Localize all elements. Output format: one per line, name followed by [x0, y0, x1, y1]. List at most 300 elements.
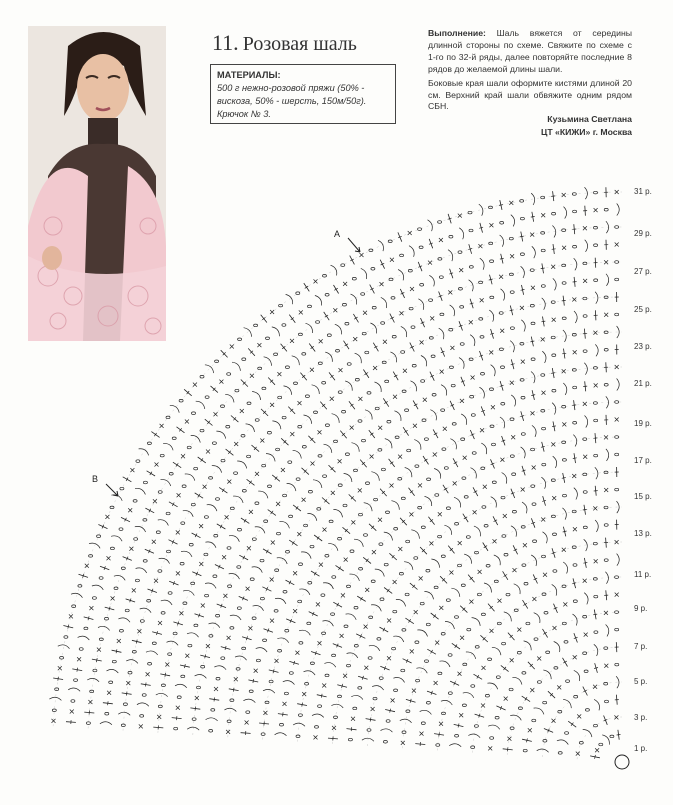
single-crochet — [500, 458, 504, 462]
chain-stitch — [599, 743, 603, 746]
chain-stitch — [421, 526, 425, 529]
chain-stitch — [256, 659, 260, 662]
chain-stitch — [604, 208, 608, 211]
chain-stitch — [236, 668, 240, 671]
chain-stitch — [426, 569, 430, 572]
single-crochet — [344, 558, 348, 562]
chain-stitch — [192, 718, 196, 721]
chain-stitch — [594, 454, 598, 457]
chain-arc — [502, 473, 507, 484]
chain-stitch — [201, 665, 205, 668]
chain-arc — [421, 356, 427, 367]
chain-stitch — [522, 564, 526, 567]
chain-arc — [161, 600, 172, 605]
chain-stitch — [475, 646, 479, 649]
chain-stitch — [421, 722, 425, 725]
stitch-tick — [583, 563, 587, 564]
single-crochet — [255, 472, 259, 476]
chain-stitch — [355, 378, 359, 381]
chain-stitch — [227, 373, 231, 376]
chain-stitch — [358, 687, 362, 690]
chain-arc — [301, 552, 311, 559]
single-crochet — [413, 424, 417, 428]
chain-stitch — [214, 534, 218, 537]
chain-stitch — [420, 284, 424, 287]
chain-stitch — [147, 442, 151, 445]
single-crochet — [469, 600, 473, 604]
chain-arc — [381, 729, 393, 732]
single-crochet — [378, 426, 382, 430]
chain-stitch — [325, 555, 329, 558]
chain-stitch — [532, 503, 536, 506]
chain-arc — [401, 326, 407, 337]
single-crochet — [319, 339, 323, 343]
single-crochet — [260, 439, 264, 443]
materials-line: вискоза, 50% - шерсть, 150м/50г). — [217, 95, 389, 108]
single-crochet — [333, 308, 337, 312]
single-crochet — [490, 629, 494, 633]
single-crochet — [58, 666, 62, 670]
chain-stitch — [242, 490, 246, 493]
chain-arc — [454, 497, 461, 507]
single-crochet — [276, 502, 280, 506]
chain-stitch — [227, 547, 231, 550]
chain-stitch — [583, 491, 587, 494]
chain-arc — [361, 268, 367, 279]
single-crochet — [107, 691, 111, 695]
chain-arc — [511, 395, 515, 407]
stitch-tick — [595, 755, 596, 759]
single-crochet — [298, 401, 302, 405]
chain-arc — [487, 683, 497, 689]
chain-arc — [521, 447, 526, 458]
single-crochet — [225, 515, 229, 519]
stitch-tick — [321, 694, 322, 698]
chain-stitch — [510, 291, 514, 294]
stitch-tick — [551, 196, 555, 197]
chain-arc — [534, 613, 540, 623]
chain-stitch — [332, 654, 336, 657]
single-crochet — [504, 697, 508, 701]
chain-arc — [206, 718, 218, 721]
chain-stitch — [282, 416, 286, 419]
chain-stitch — [125, 609, 129, 612]
row-label: 13 р. — [634, 529, 652, 538]
chain-arc — [461, 414, 467, 425]
chain-arc — [491, 497, 497, 508]
single-crochet — [458, 541, 462, 545]
single-crochet — [510, 254, 514, 258]
stitch-tick — [525, 697, 527, 700]
single-crochet — [521, 360, 525, 364]
single-crochet — [390, 258, 394, 262]
single-crochet — [523, 543, 527, 547]
chain-arc — [126, 660, 138, 664]
chain-stitch — [566, 680, 570, 683]
chain-stitch — [238, 528, 242, 531]
single-crochet — [295, 651, 299, 655]
chain-stitch — [470, 395, 474, 398]
chain-stitch — [449, 235, 453, 238]
single-crochet — [393, 395, 397, 399]
chain-arc — [235, 656, 247, 660]
chain-stitch — [395, 436, 399, 439]
single-crochet — [410, 649, 414, 653]
chain-stitch — [451, 384, 455, 387]
chain-stitch — [563, 494, 567, 497]
chain-arc — [434, 469, 441, 479]
chain-stitch — [364, 534, 368, 537]
single-crochet — [290, 339, 294, 343]
single-crochet — [153, 499, 157, 503]
chain-arc — [444, 525, 451, 535]
chain-stitch — [194, 624, 198, 627]
chain-stitch — [205, 396, 209, 399]
single-crochet — [85, 564, 89, 568]
chain-stitch — [522, 672, 526, 675]
chain-stitch — [583, 350, 587, 353]
single-crochet — [270, 403, 274, 407]
chain-stitch — [345, 453, 349, 456]
chain-stitch — [285, 366, 289, 369]
single-crochet — [77, 657, 81, 661]
chain-arc — [463, 693, 474, 698]
chain-stitch — [434, 586, 438, 589]
single-crochet — [302, 498, 306, 502]
single-crochet — [615, 418, 619, 422]
chain-arc — [583, 730, 592, 738]
chain-stitch — [285, 629, 289, 632]
single-crochet — [176, 530, 180, 534]
single-crochet — [480, 298, 484, 302]
chain-stitch — [342, 303, 346, 306]
article-title — [212, 30, 357, 56]
chain-arc — [183, 590, 194, 595]
chain-arc — [325, 352, 332, 362]
single-crochet — [435, 641, 439, 645]
single-crochet — [360, 253, 364, 257]
single-crochet — [503, 514, 507, 518]
chain-arc — [137, 703, 149, 706]
stitch-tick — [176, 463, 178, 466]
chain-arc — [385, 439, 392, 449]
chain-stitch — [469, 266, 473, 269]
chain-stitch — [481, 613, 485, 616]
chain-arc — [522, 502, 527, 513]
single-crochet — [223, 594, 227, 598]
chain-stitch — [573, 564, 577, 567]
chain-stitch — [200, 429, 204, 432]
crochet-chart — [0, 150, 673, 800]
chain-arc — [275, 598, 286, 604]
chain-arc — [574, 488, 578, 500]
chain-stitch — [255, 419, 259, 422]
single-crochet — [453, 481, 457, 485]
chain-stitch — [531, 448, 535, 451]
single-crochet — [576, 752, 580, 756]
chain-stitch — [615, 488, 619, 491]
chain-stitch — [461, 438, 465, 441]
stitch-tick — [409, 619, 411, 622]
single-crochet — [509, 201, 513, 205]
chain-stitch — [362, 439, 366, 442]
chain-stitch — [191, 503, 195, 506]
chain-stitch — [254, 324, 258, 327]
single-crochet — [302, 692, 306, 696]
chain-stitch — [136, 460, 140, 463]
chain-stitch — [562, 585, 566, 588]
single-crochet — [552, 719, 556, 723]
chain-stitch — [182, 485, 186, 488]
chain-arc — [111, 536, 122, 541]
single-crochet — [339, 368, 343, 372]
chain-arc — [481, 443, 486, 454]
chain-stitch — [392, 647, 396, 650]
chain-stitch — [216, 677, 220, 680]
chain-arc — [429, 275, 434, 286]
single-crochet — [139, 724, 143, 728]
chain-arc — [459, 358, 464, 369]
chain-stitch — [553, 570, 557, 573]
single-crochet — [157, 715, 161, 719]
stitch-tick — [499, 205, 503, 206]
single-crochet — [551, 265, 555, 269]
single-crochet — [510, 381, 514, 385]
chain-stitch — [119, 630, 123, 633]
single-crochet — [177, 493, 181, 497]
chain-stitch — [386, 720, 390, 723]
chain-stitch — [338, 537, 342, 540]
chain-arc — [229, 573, 240, 579]
stitch-tick — [185, 664, 186, 668]
chain-stitch — [579, 742, 583, 745]
chain-stitch — [99, 577, 103, 580]
single-crochet — [199, 562, 203, 566]
single-crochet — [530, 688, 534, 692]
chain-stitch — [553, 533, 557, 536]
chain-stitch — [353, 707, 357, 710]
single-crochet — [478, 570, 482, 574]
chain-stitch — [366, 482, 370, 485]
stitch-tick — [500, 258, 504, 259]
single-crochet — [331, 491, 335, 495]
stitch-tick — [594, 668, 598, 669]
chain-stitch — [479, 318, 483, 321]
chain-stitch — [448, 654, 452, 657]
chain-arc — [449, 744, 461, 747]
chain-stitch — [394, 528, 398, 531]
instructions-paragraph-1 — [428, 28, 632, 76]
single-crochet — [420, 340, 424, 344]
marker-a: A — [334, 229, 340, 239]
chain-stitch — [490, 260, 494, 263]
chain-arc — [224, 708, 236, 711]
chain-stitch — [188, 644, 192, 647]
chain-arc — [409, 246, 414, 257]
chain-stitch — [204, 516, 208, 519]
single-crochet — [97, 648, 101, 652]
single-crochet — [423, 398, 427, 402]
single-crochet — [530, 233, 534, 237]
chain-stitch — [426, 623, 430, 626]
chain-stitch — [524, 582, 528, 585]
single-crochet — [340, 634, 344, 638]
chain-arc — [411, 530, 419, 539]
chain-arc — [365, 410, 372, 420]
stitch-tick — [527, 738, 528, 742]
stitch-tick — [439, 732, 440, 736]
chain-stitch — [294, 382, 298, 385]
marker-a-arrow — [348, 238, 360, 252]
chain-stitch — [318, 705, 322, 708]
chain-stitch — [209, 730, 213, 733]
chain-stitch — [166, 512, 170, 515]
chain-stitch — [455, 523, 459, 526]
chain-stitch — [354, 606, 358, 609]
chain-arc — [510, 341, 514, 353]
chain-stitch — [583, 526, 587, 529]
row-label: 15 р. — [634, 492, 652, 501]
single-crochet — [594, 559, 598, 563]
stitch-tick — [444, 488, 447, 490]
single-crochet — [380, 282, 384, 286]
single-crochet — [480, 428, 484, 432]
chain-stitch — [84, 627, 88, 630]
chain-stitch — [452, 423, 456, 426]
single-crochet — [185, 420, 189, 424]
single-crochet — [373, 366, 377, 370]
single-crochet — [593, 331, 597, 335]
chain-arc — [431, 559, 439, 568]
row-guide — [263, 402, 622, 739]
chain-stitch — [564, 641, 568, 644]
chain-arc — [430, 410, 436, 421]
chain-stitch — [441, 555, 445, 558]
chain-stitch — [449, 328, 453, 331]
chain-stitch — [79, 648, 83, 651]
chain-stitch — [168, 592, 172, 595]
chain-stitch — [249, 690, 253, 693]
chain-stitch — [134, 538, 138, 541]
chain-stitch — [400, 254, 404, 257]
single-crochet — [132, 588, 136, 592]
chain-stitch — [562, 441, 566, 444]
chain-stitch — [180, 562, 184, 565]
stitch-tick — [253, 679, 254, 683]
single-crochet — [234, 442, 238, 446]
chain-arc — [354, 539, 363, 547]
instructions-text-2: Боковые края шали оформите кистями длиной 20 см. Верхний край шали обвяжите одним рядом СБН. — [428, 78, 632, 114]
chain-arc — [606, 274, 609, 286]
single-crochet — [257, 343, 261, 347]
chain-arc — [258, 491, 268, 498]
chain-stitch — [544, 612, 548, 615]
chain-stitch — [604, 559, 608, 562]
chain-arc — [488, 725, 500, 729]
chain-stitch — [380, 598, 384, 601]
chain-stitch — [615, 313, 619, 316]
chain-arc — [594, 699, 599, 710]
single-crochet — [351, 717, 355, 721]
stitch-tick — [562, 300, 566, 301]
single-crochet — [353, 337, 357, 341]
chain-stitch — [512, 473, 516, 476]
chain-stitch — [512, 510, 516, 513]
single-crochet — [460, 636, 464, 640]
row-label: 19 р. — [634, 419, 652, 428]
chain-stitch — [177, 696, 181, 699]
chain-stitch — [308, 582, 312, 585]
single-crochet — [246, 587, 250, 591]
chain-stitch — [440, 313, 444, 316]
chain-arc — [252, 392, 261, 401]
chain-arc — [243, 699, 255, 703]
chain-arc — [511, 526, 517, 537]
chain-stitch — [562, 317, 566, 320]
chain-arc — [439, 328, 444, 339]
chain-stitch — [438, 258, 442, 261]
single-crochet — [364, 625, 368, 629]
chain-stitch — [435, 494, 439, 497]
chain-stitch — [226, 425, 230, 428]
single-crochet — [343, 282, 347, 286]
chain-stitch — [418, 228, 422, 231]
chain-stitch — [316, 321, 320, 324]
chain-stitch — [530, 269, 534, 272]
chain-stitch — [438, 672, 442, 675]
single-crochet — [572, 474, 576, 478]
single-crochet — [604, 313, 608, 317]
single-crochet — [434, 681, 438, 685]
stitch-tick — [583, 509, 587, 510]
chain-stitch — [521, 396, 525, 399]
chain-arc — [564, 207, 567, 219]
chain-stitch — [216, 614, 220, 617]
single-crochet — [604, 664, 608, 668]
single-crochet — [500, 329, 504, 333]
single-crochet — [152, 540, 156, 544]
chain-stitch — [543, 740, 547, 743]
single-crochet — [557, 685, 561, 689]
chain-arc — [272, 327, 280, 336]
chain-stitch — [594, 279, 598, 282]
chain-stitch — [247, 402, 251, 405]
chain-stitch — [277, 532, 281, 535]
chain-arc — [521, 266, 525, 278]
chain-stitch — [192, 412, 196, 415]
single-crochet — [398, 455, 402, 459]
single-crochet — [111, 596, 115, 600]
chain-arc — [396, 599, 406, 606]
chain-arc — [542, 351, 546, 363]
chain-stitch — [510, 327, 514, 330]
chain-arc — [87, 678, 99, 681]
chain-stitch — [338, 695, 342, 698]
single-crochet — [206, 644, 210, 648]
chain-arc — [393, 677, 404, 682]
chain-stitch — [246, 711, 250, 714]
chain-arc — [466, 652, 476, 659]
chain-stitch — [338, 484, 342, 487]
single-crochet — [179, 611, 183, 615]
row-label: 5 р. — [634, 677, 647, 686]
chain-stitch — [369, 249, 373, 252]
chain-arc — [205, 583, 216, 588]
chain-stitch — [431, 355, 435, 358]
single-crochet — [310, 368, 314, 372]
chain-stitch — [262, 464, 266, 467]
chain-arc — [78, 636, 90, 640]
